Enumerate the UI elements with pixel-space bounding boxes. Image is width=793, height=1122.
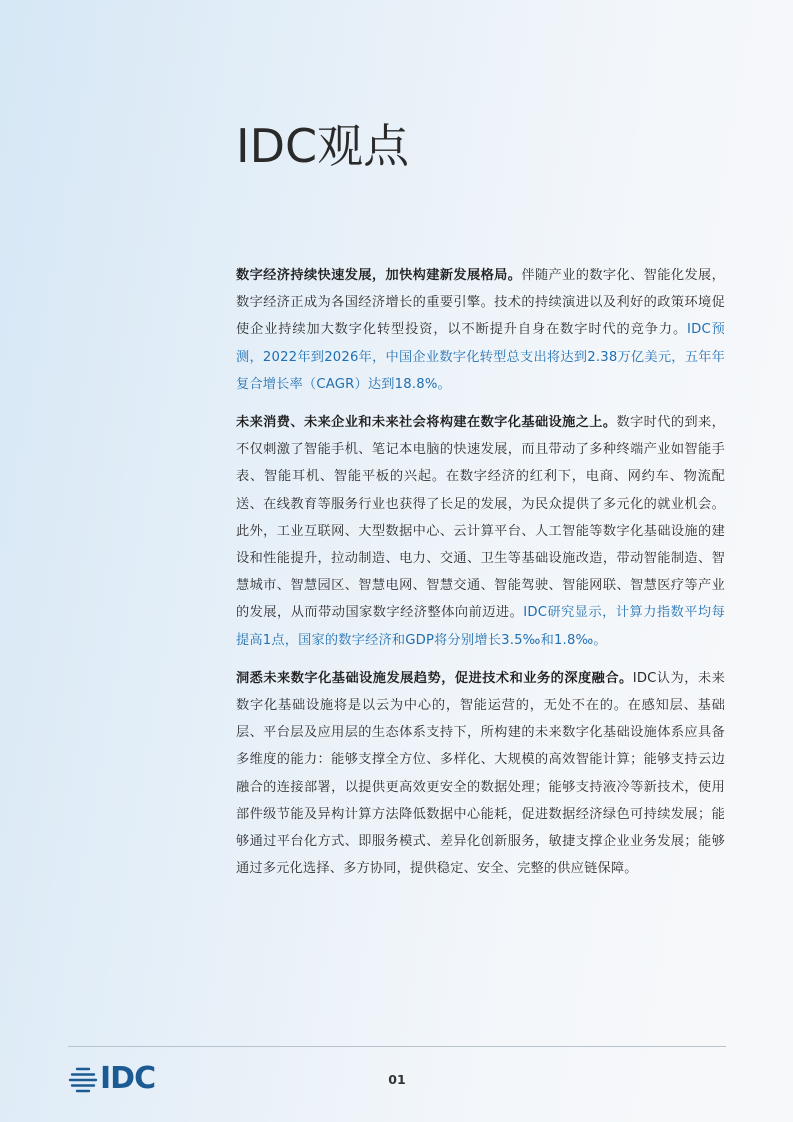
paragraph-2-highlight: IDC研究显示，计算力指数平均每提高1点，国家的数字经济和GDP将分别增长3.5‰和1.8‰。 (236, 605, 725, 648)
paragraph-1-lead: 数字经济持续快速发展，加快构建新发展格局。 (236, 268, 522, 283)
logo-text: IDC (100, 1061, 156, 1096)
paragraph-3-body: IDC认为，未来数字化基础设施将是以云为中心的，智能运营的，无处不在的。在感知层、基础层、平台层及应用层的生态体系支持下，所构建的未来数字化基础设施体系应具备多维度的能力：能够支撑全方位、多样化、大规模的高效智能计算；能够支持云边融合的连接部署，以提供更高效更安全的数据处理；能够支持液冷等新技术，使用部件级节能及异构计算方法降低数据中心能耗，促进数据经济绿色可持续发展；能够通过平台化方式、即服务模式、差异化创新服务，敏捷支撑企业业务发展；能够通过多元化选择、多方协同，提供稳定、安全、完整的供应链保障。 (236, 670, 725, 877)
page-number: 01 (388, 1072, 406, 1087)
page-title: IDC观点 (236, 119, 410, 173)
body-text (236, 262, 725, 893)
paragraph-1 (236, 262, 725, 398)
paragraph-2-lead: 未来消费、未来企业和未来社会将构建在数字化基础设施之上。 (236, 415, 617, 431)
paragraph-1-highlight: IDC预测，2022年到2026年，中国企业数字化转型总支出将达到2.38万亿美元，五年年复合增长率（CAGR）达到18.8%。 (236, 322, 725, 392)
paragraph-2 (236, 409, 725, 654)
paragraph-3 (236, 665, 725, 883)
paragraph-3-lead: 洞悉未来数字化基础设施发展趋势，促进技术和业务的深度融合。 (236, 670, 633, 686)
footer-divider (68, 1046, 726, 1047)
paragraph-2-body: 数字时代的到来，不仅刺激了智能手机、笔记本电脑的快速发展，而且带动了多种终端产业如智能手表、智能耳机、智能平板的兴起。在数字经济的红利下，电商、网约车、物流配送、在线教育等服务行业也获得了长足的发展，为民众提供了多元化的就业机会。此外，工业互联网、大型数据中心、云计算平台、人工智能等数字化基础设施的建设和性能提升，拉动制造、电力、交通、卫生等基础设施改造，带动智能制造、智慧城市、智慧园区、智慧电网、智慧交通、智能驾驶、智能网联、智慧医疗等产业的发展，从而带动国家数字经济整体向前迈进。 (236, 415, 725, 621)
globe-lines-icon (68, 1064, 98, 1094)
idc-logo (68, 1062, 168, 1096)
paragraph-1-body: 伴随产业的数字化、智能化发展，数字经济正成为各国经济增长的重要引擎。技术的持续演进以及利好的政策环境促使企业持续加大数字化转型投资，以不断提升自身在数字时代的竞争力。 (236, 268, 726, 338)
